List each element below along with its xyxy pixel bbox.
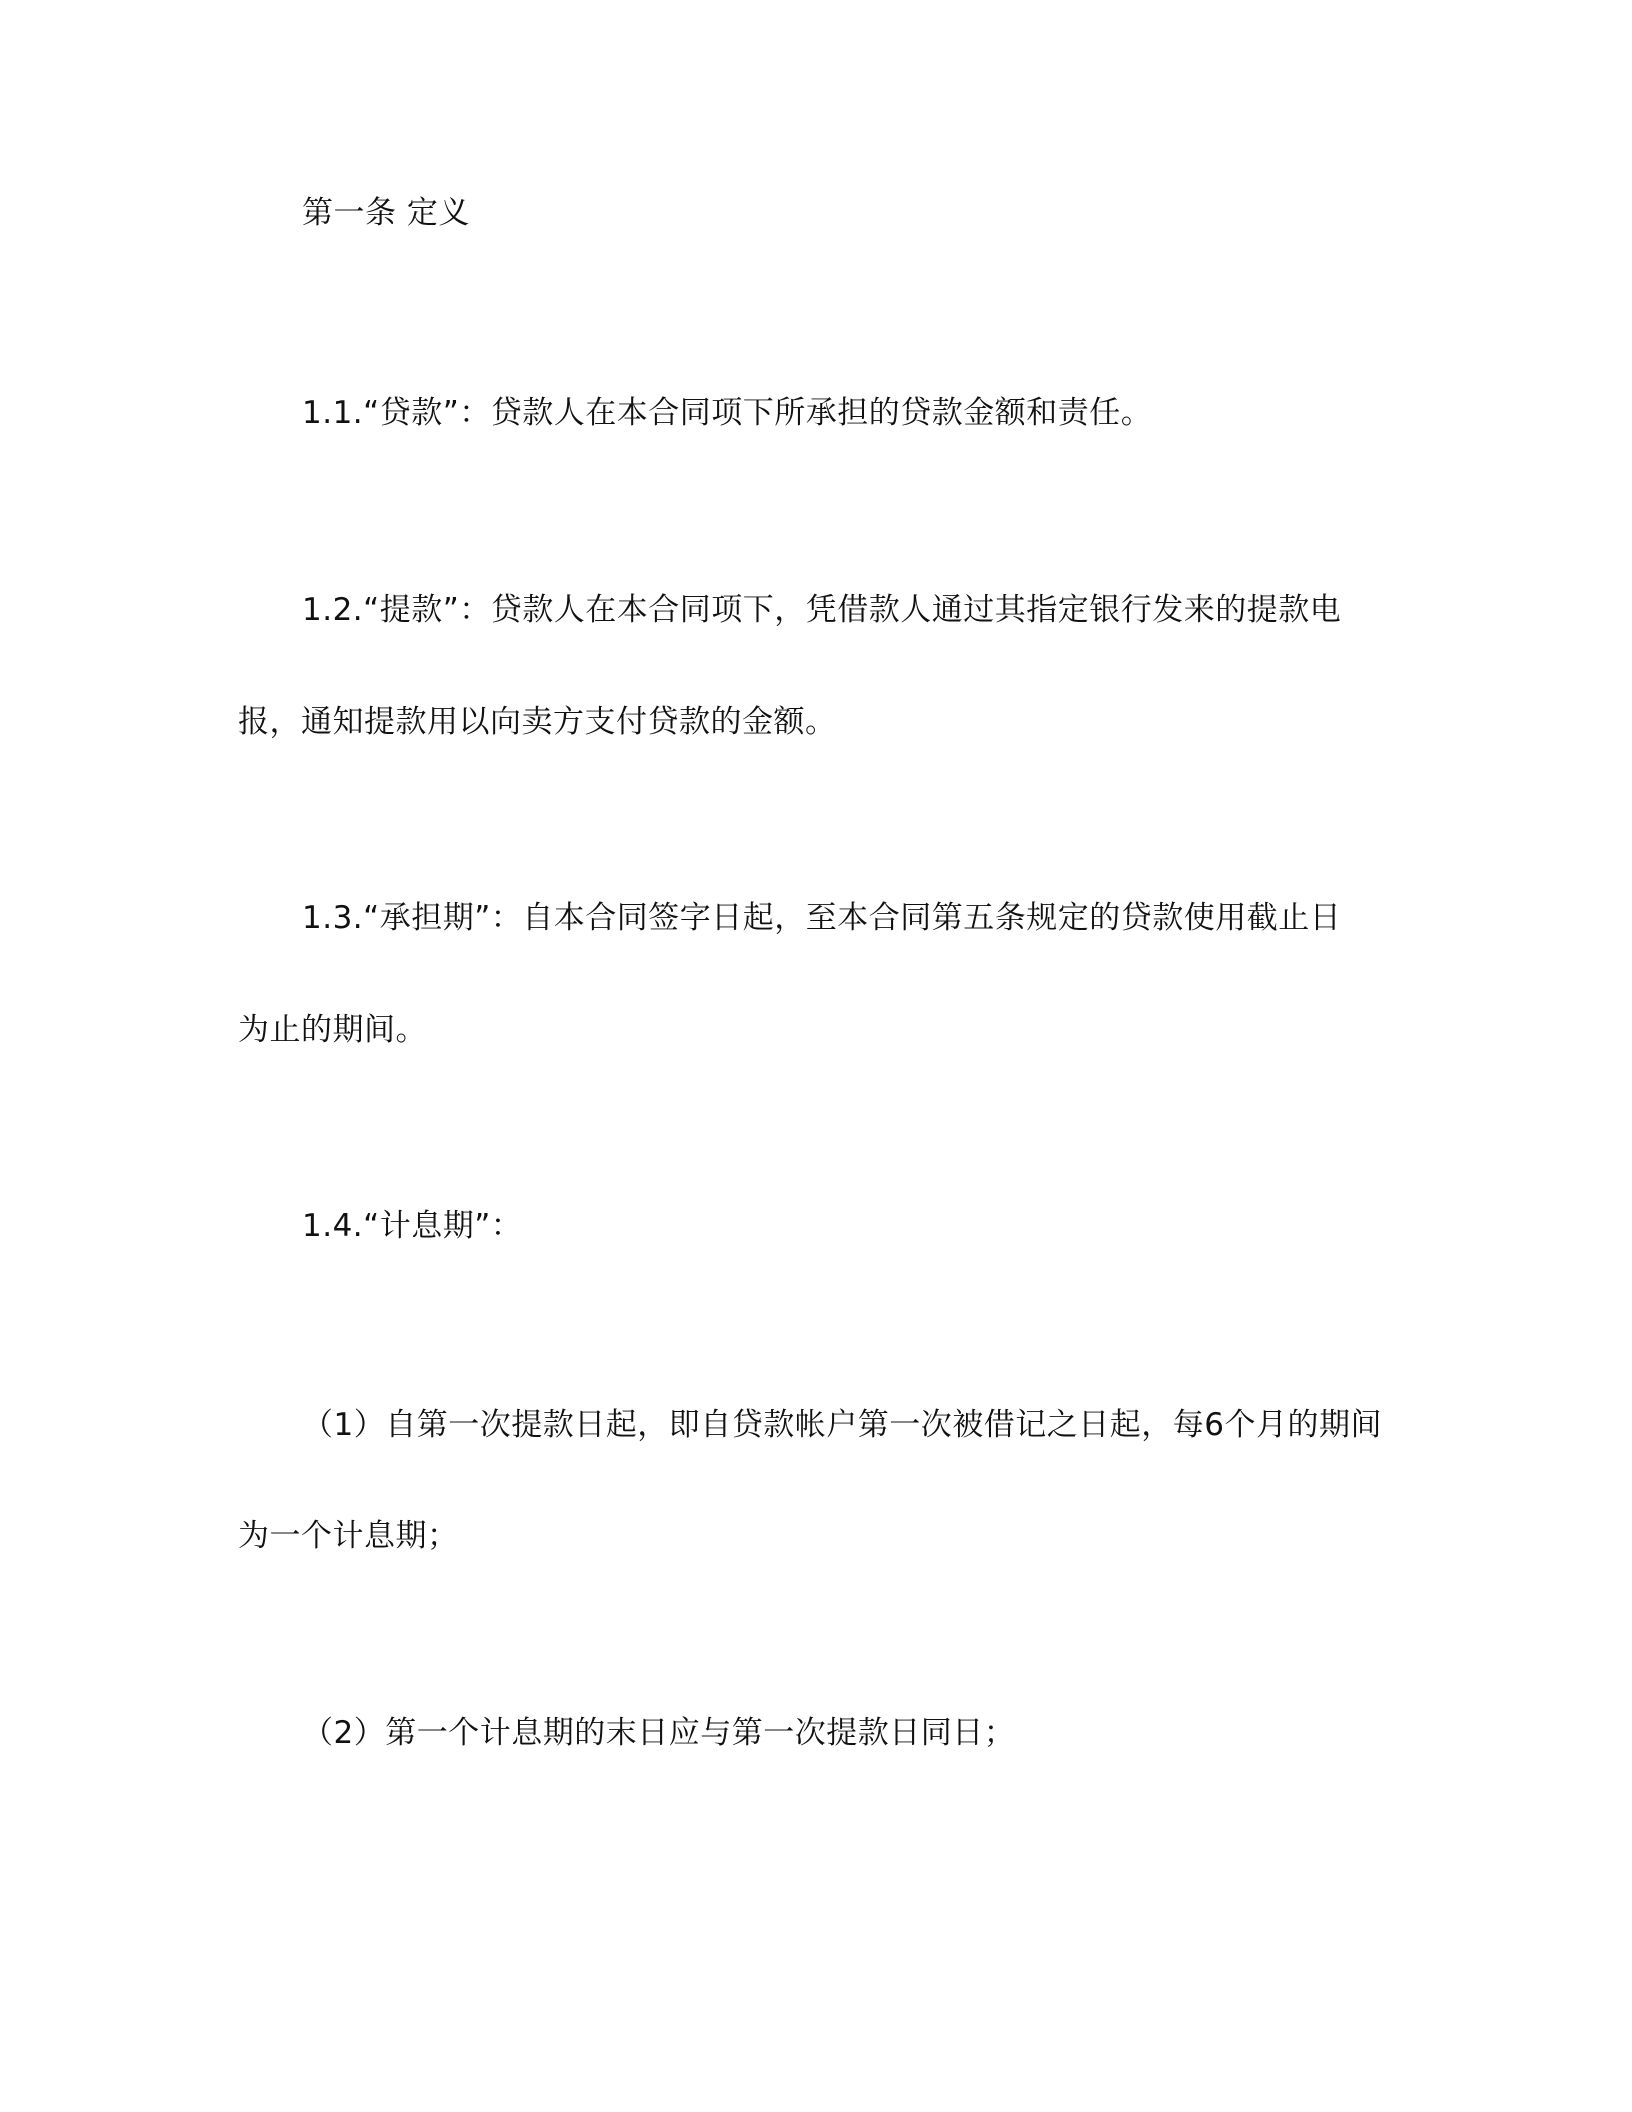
list-item-2: （2）第一个计息期的末日应与第一次提款日同日； <box>302 1715 1016 1751</box>
clause-1-3-line-2: 为止的期间。 <box>238 1012 427 1048</box>
clause-1-3-line-1: 1.3.“承担期”：自本合同签字日起，至本合同第五条规定的贷款使用截止日 <box>302 900 1342 936</box>
article-heading: 第一条 定义 <box>302 195 470 231</box>
clause-1-4: 1.4.“计息期”： <box>302 1208 523 1244</box>
clause-1-2-line-1: 1.2.“提款”：贷款人在本合同项下，凭借款人通过其指定银行发来的提款电 <box>302 592 1342 628</box>
list-item-1-line-1: （1）自第一次提款日起，即自贷款帐户第一次被借记之日起，每6个月的期间 <box>302 1407 1382 1443</box>
clause-1-2-line-2: 报，通知提款用以向卖方支付贷款的金额。 <box>238 704 837 740</box>
list-item-1-line-2: 为一个计息期； <box>238 1518 459 1554</box>
clause-1-1: 1.1.“贷款”：贷款人在本合同项下所承担的贷款金额和责任。 <box>302 395 1153 431</box>
